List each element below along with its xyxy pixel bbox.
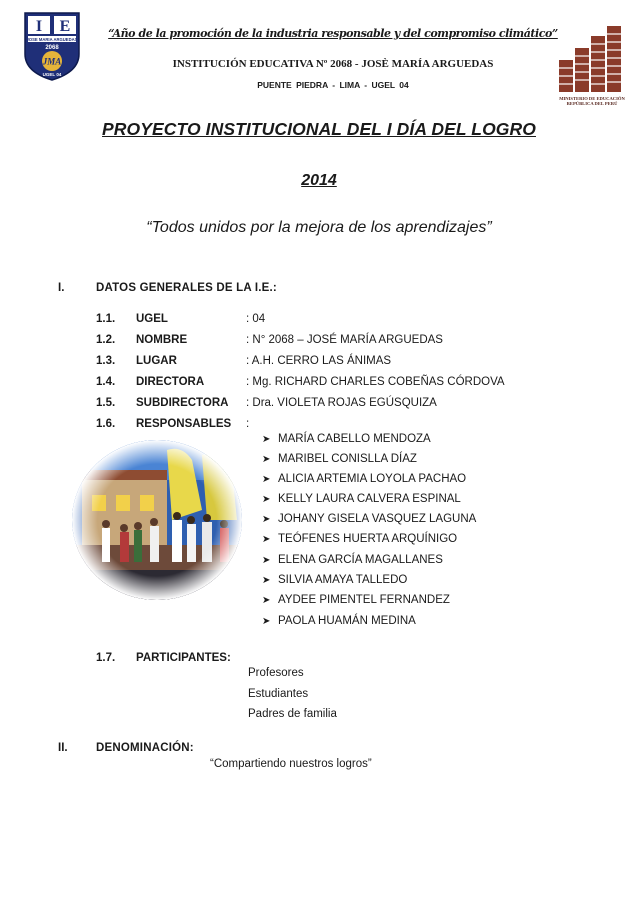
list-item — [262, 594, 450, 606]
row-value: : 04 — [246, 313, 266, 325]
project-slogan: “Todos unidos por la mejora de los aprendizajes” — [146, 219, 492, 236]
data-row — [96, 376, 596, 394]
data-row — [96, 652, 396, 670]
list-item — [262, 473, 466, 485]
row-value: : Dra. VIOLETA ROJAS EGÚSQUIZA — [246, 397, 437, 409]
responsable-name: MARIBEL CONISLLA DÍAZ — [278, 453, 417, 465]
logo-monogram: JMA — [42, 56, 62, 67]
data-row — [96, 397, 596, 415]
project-title: PROYECTO INSTITUCIONAL DEL I DÍA DEL LOGRO — [102, 119, 536, 139]
logo-letter-e: E — [59, 18, 71, 35]
ministry-line-1: MINISTERIO DE EDUCACIÓN — [559, 96, 625, 101]
row-value: : — [246, 418, 250, 430]
project-year: 2014 — [301, 172, 337, 189]
data-row — [96, 355, 596, 373]
row-label: DIRECTORA — [136, 376, 205, 388]
row-label: NOMBRE — [136, 334, 188, 346]
year-motto: “Año de la promoción de la industria responsable y del compromiso climático” — [108, 27, 558, 40]
row-label: UGEL — [136, 313, 168, 325]
denomination-value: “Compartiendo nuestros logros” — [210, 758, 372, 770]
list-item: Padres de familia — [248, 708, 337, 720]
arrow-bullet-icon: ➤ — [262, 514, 271, 525]
responsable-name: AYDEE PIMENTEL FERNANDEZ — [278, 594, 450, 606]
responsable-name: ALICIA ARTEMIA LOYOLA PACHAO — [278, 473, 467, 485]
responsable-name: JOHANY GISELA VASQUEZ LAGUNA — [278, 513, 477, 525]
event-photo — [72, 440, 242, 600]
arrow-bullet-icon: ➤ — [262, 454, 271, 465]
responsable-name: ELENA GARCÍA MAGALLANES — [278, 554, 443, 566]
row-value: : Mg. RICHARD CHARLES COBEÑAS CÓRDOVA — [246, 376, 505, 388]
logo-ugel: UGEL 04 — [42, 72, 62, 77]
school-logo — [22, 10, 82, 82]
logo-school-name: JOSE MARIA ARGUEDAS — [26, 37, 78, 42]
ministry-line-2: REPÚBLICA DEL PERÚ — [566, 101, 618, 107]
responsable-name: TEÓFENES HUERTA ARQUÍNIGO — [278, 533, 458, 545]
responsable-name: PAOLA HUAMÁN MEDINA — [278, 615, 416, 627]
arrow-bullet-icon: ➤ — [262, 555, 271, 566]
data-row — [96, 313, 596, 331]
list-item: Profesores — [248, 667, 304, 679]
list-item — [262, 513, 476, 525]
section-1-number: I. — [58, 282, 65, 294]
row-label: PARTICIPANTES: — [136, 652, 231, 664]
arrow-bullet-icon: ➤ — [262, 494, 271, 505]
row-number: 1.5. — [96, 397, 116, 409]
list-item — [262, 554, 443, 566]
list-item — [262, 433, 431, 445]
arrow-bullet-icon: ➤ — [262, 434, 271, 445]
list-item — [262, 533, 457, 545]
row-number: 1.1. — [96, 313, 116, 325]
section-2-title: DENOMINACIÓN: — [96, 742, 194, 754]
ministry-logo — [555, 22, 627, 100]
row-number: 1.4. — [96, 376, 116, 388]
row-label: LUGAR — [136, 355, 177, 367]
responsable-name: SILVIA AMAYA TALLEDO — [278, 574, 408, 586]
arrow-bullet-icon: ➤ — [262, 575, 271, 586]
logo-letter-i: I — [35, 18, 43, 35]
ministry-caption — [552, 96, 632, 107]
row-value: : A.H. CERRO LAS ÁNIMAS — [246, 355, 392, 367]
row-value: : N° 2068 – JOSÉ MARÍA ARGUEDAS — [246, 334, 443, 346]
arrow-bullet-icon: ➤ — [262, 595, 271, 606]
row-number: 1.7. — [96, 652, 116, 664]
arrow-bullet-icon: ➤ — [262, 474, 271, 485]
logo-number: 2068 — [45, 45, 59, 51]
section-2-number: II. — [58, 742, 68, 754]
arrow-bullet-icon: ➤ — [262, 534, 271, 545]
data-row — [96, 334, 596, 352]
list-item: Estudiantes — [248, 688, 309, 700]
responsable-name: MARÍA CABELLO MENDOZA — [278, 433, 431, 445]
list-item — [262, 493, 461, 505]
arrow-bullet-icon: ➤ — [262, 616, 271, 627]
responsable-name: KELLY LAURA CALVERA ESPINAL — [278, 493, 461, 505]
list-item — [262, 615, 416, 627]
institution-name: INSTITUCIÓN EDUCATIVA Nº 2068 - JOSÈ MARÍA ARGUEDAS — [172, 58, 494, 70]
row-label: RESPONSABLES — [136, 418, 232, 430]
section-1-title: DATOS GENERALES DE LA I.E.: — [96, 282, 277, 294]
list-item — [262, 574, 407, 586]
institution-location: PUENTE PIEDRA - LIMA - UGEL 04 — [257, 80, 409, 90]
row-number: 1.6. — [96, 418, 116, 430]
list-item — [262, 453, 417, 465]
row-number: 1.2. — [96, 334, 116, 346]
row-label: SUBDIRECTORA — [136, 397, 229, 409]
row-number: 1.3. — [96, 355, 116, 367]
